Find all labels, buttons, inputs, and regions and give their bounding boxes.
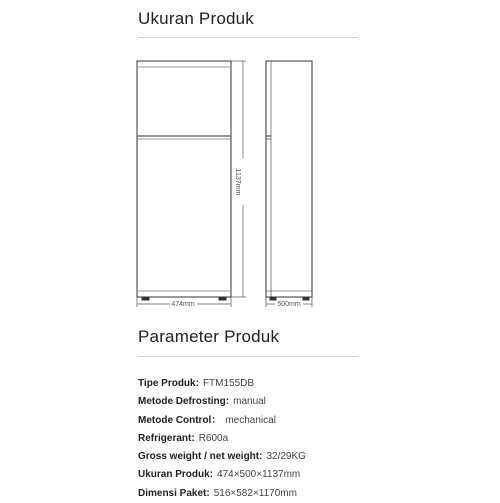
front-view	[137, 61, 231, 300]
title-divider	[138, 356, 358, 357]
parameters-section-title: Parameter Produk	[138, 327, 280, 346]
spec-list	[138, 375, 306, 503]
spec-row	[138, 393, 306, 411]
spec-key: Metode Control：	[138, 414, 222, 426]
fridge-body-side	[266, 61, 312, 297]
spec-key: Refrigerant:	[138, 432, 195, 444]
spec-value: 474×500×1137mm	[217, 469, 301, 481]
spec-value: R600a	[198, 432, 229, 444]
spec-key: Metode Defrosting:	[138, 396, 230, 408]
height-label: 1137mm	[234, 168, 241, 196]
spec-value: manual	[233, 396, 266, 408]
fridge-body-front	[137, 61, 231, 297]
width-label: 474mm	[171, 301, 195, 308]
spec-value: 32/29KG	[266, 451, 306, 463]
spec-key: Tipe Produk:	[138, 378, 199, 389]
spec-row	[138, 412, 306, 430]
spec-key: Dimensi Paket:	[138, 487, 210, 499]
spec-row	[138, 448, 306, 466]
spec-value: FTM155DB	[202, 378, 255, 389]
left-foot	[142, 297, 149, 300]
spec-row	[138, 375, 306, 393]
spec-key: Gross weight / net weight:	[138, 451, 263, 463]
spec-row	[138, 430, 306, 448]
spec-value: 516×582×1170mm	[213, 487, 297, 499]
right-foot	[219, 297, 226, 300]
side-view	[266, 61, 312, 300]
side-front-foot	[270, 297, 276, 300]
spec-key: Ukuran Produk:	[138, 469, 214, 481]
spec-row	[138, 466, 306, 484]
spec-value: mechanical	[225, 414, 276, 426]
depth-label: 500mm	[277, 301, 301, 308]
spec-row	[138, 485, 306, 503]
dimensions-section-title: Ukuran Produk	[138, 9, 254, 28]
side-rear-foot	[303, 297, 309, 300]
